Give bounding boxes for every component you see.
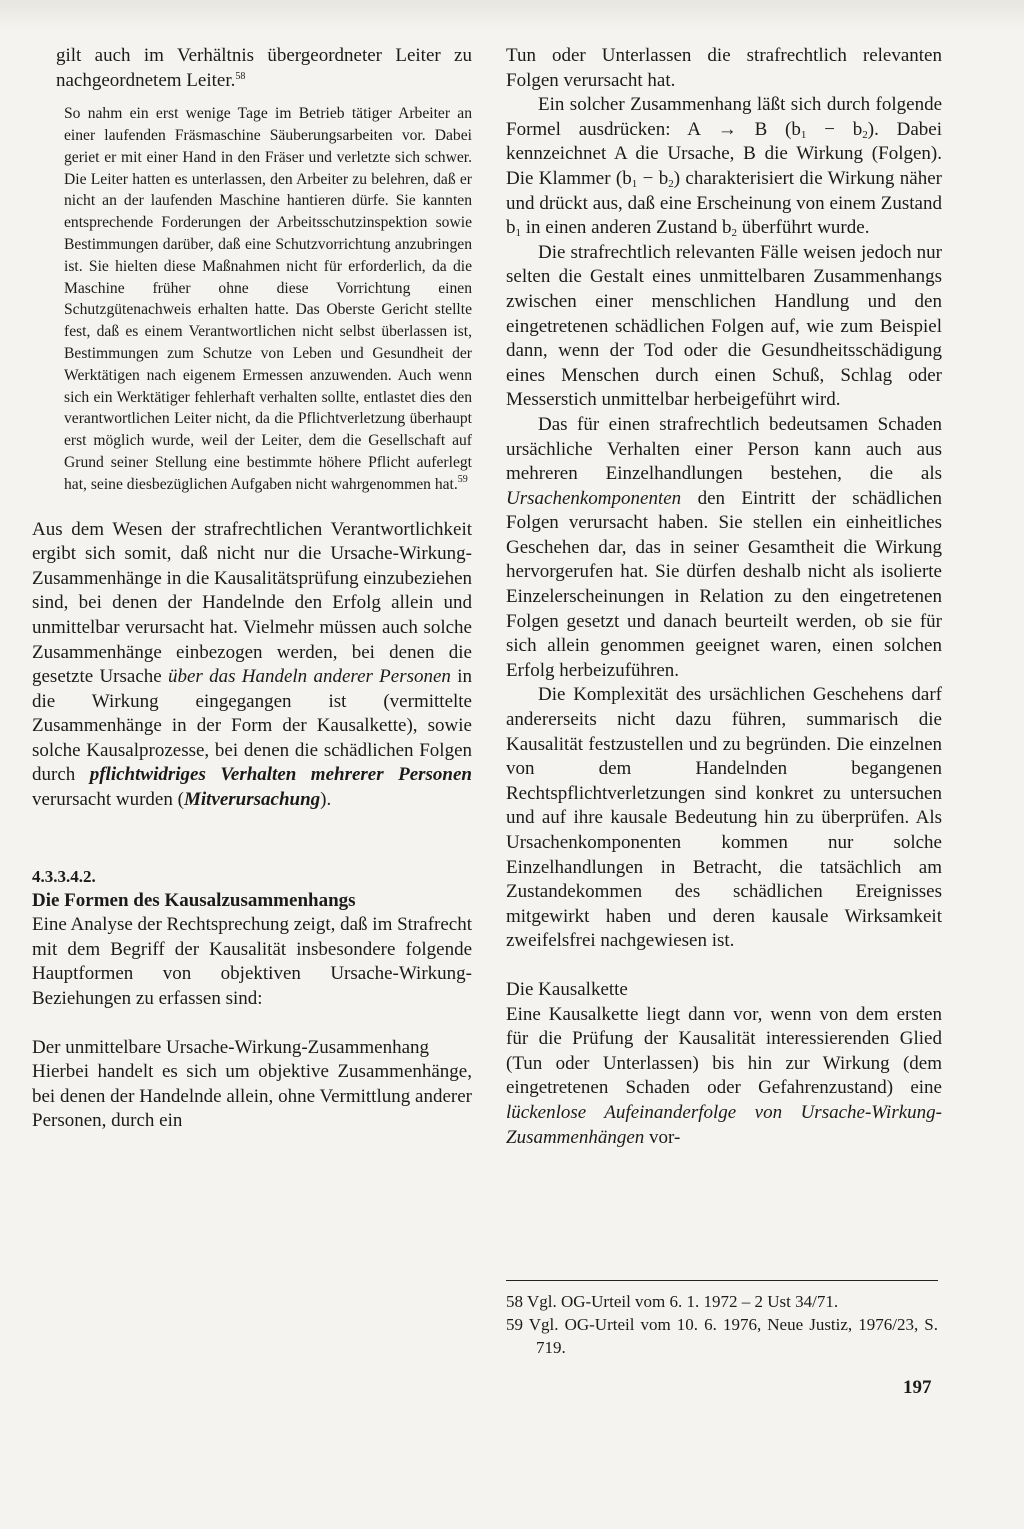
subscript: 2 — [731, 227, 738, 240]
footnote-ref-58[interactable]: 58 — [235, 70, 246, 82]
text-run: ). — [320, 789, 332, 811]
footnotes — [506, 1290, 938, 1359]
case-example-body: So nahm ein erst wenige Tage im Betrieb tätiger Arbeiter an einer laufenden Fräsmaschine Säuberungsarbeiten vor. Dabei geriet er mit einer Hand in den Fräser und verletzte sich schwer. Die Leiter hatten es unterlassen, den Arbeiter zu belehren, daß er nicht an der laufenden Maschine hantieren dürfe. Sie kannten entsprechende Forderungen der Arbeitsschutzinspektion sowie Bestimmungen darüber, daß eine Schutzvorrichtung anzubringen ist. Sie hielten diese Maßnahmen nicht für erforderlich, da die Maschine früher ohne diese Vorrichtung einen Schutzgütenachweis erhalten hatte. Das Oberste Gericht stellte fest, daß es einem Verantwortlichen nicht selbst überlassen ist, Bestimmungen zum Schutze von Leben und Gesundheit der Werktätigen nach eigenem Ermessen anzuwenden. Auch wenn sich ein Werktätiger fehlerhaft verhalten sollte, entlastet dies den verantwortlichen Leiter nicht, da die Pflichtverletzung überhaupt erst möglich wurde, weil der Leiter, dem die Gesellschaft auf Grund seiner Stellung eine bestimmte höhere Pflicht auferlegt hat, seine diesbezüglichen Aufgaben nicht wahrgenommen hat. — [64, 105, 472, 493]
text-run: − b — [637, 167, 669, 189]
paragraph-direct-relation: Hierbei handelt es sich um objektive Zusammenhänge, bei denen der Handelnde allein, ohne Vermittlung anderer Personen, durch ein — [32, 1061, 472, 1132]
subscript: 2 — [668, 177, 674, 190]
subscript: 1 — [800, 128, 807, 141]
text-run: Aus dem Wesen der strafrechtlichen Verantwortlichkeit ergibt sich somit, daß nicht nur die Ursache-Wirkung-Zusammenhänge in die Kausalitätsprüfung einzubeziehen sind, bei denen der Handelnde den Erfolg allein und unmittelbar verursacht hat. Vielmehr müssen auch solche Zusammenhänge einbezogen werden, bei denen die gesetzte Ursache — [32, 518, 473, 688]
section-intro: Eine Analyse der Rechtsprechung zeigt, daß im Strafrecht mit dem Begriff der Kausalität insbesondere folgende Hauptformen von objektiven Ursache-Wirkung-Beziehungen zu erfassen sind: — [32, 914, 473, 1010]
text-run: in die Wirkung eingegangen ist (vermittelte Zusammenhänge in der Form der Kausalkette), sowie solche Kausalprozesse, bei denen die schädlichen Folgen durch — [32, 666, 472, 786]
subscript: 1 — [631, 177, 638, 190]
emphasis-text: über das Handeln anderer Personen — [167, 666, 451, 688]
page-number: 197 — [903, 1377, 932, 1398]
section-title: Die Formen des Kausalzusammenhangs — [32, 889, 356, 911]
text-run: verursacht wurden ( — [32, 789, 184, 811]
text-run: Ein solcher Zusammenhang läßt sich durch folgende Formel ausdrücken: A → B (b — [506, 94, 942, 140]
text-run: Eine Kausalkette liegt dann vor, wenn von dem ersten für die Prüfung der Kausalität interessierenden Glied (Tun oder Unterlassen) bis hin zur Wirkung (dem eingetretenen Schaden oder Gefahrenzustand) eine — [506, 1003, 942, 1099]
paragraph-causal-chain — [506, 1003, 942, 1151]
paragraph-relevant-cases: Die strafrechtlich relevanten Fälle weisen jedoch nur selten die Gestalt eines unmittelbaren Zusammenhangs zwischen einer menschlichen Handlung und den eingetretenen schädlichen Folgen auf, wie zum Beispiel dann, wenn der Tod oder die Gesundheitsschädigung eines Menschen durch einen Schuß, Schlag oder Messerstich unmittelbar herbeigeführt wird. — [506, 241, 942, 411]
left-column — [32, 44, 472, 1134]
paragraph-continuation-text: gilt auch im Verhältnis übergeordneter Leiter zu nachgeordnetem Leiter. — [56, 45, 472, 91]
text-run: ) charakterisiert die Wirkung näher und drückt aus, daß eine Erscheinung von einem Zustand b — [506, 167, 942, 239]
text-run: ). Dabei kennzeichnet A die Ursache, B die Wirkung (Folgen). Die Klammer (b — [506, 118, 943, 189]
text-run: in einen anderen Zustand b — [521, 217, 732, 239]
paragraph-formula — [506, 93, 942, 241]
emphasis-text: lückenlose Aufeinanderfolge von Ursache-Wirkung-Zusammenhängen — [506, 1101, 942, 1148]
paragraph-complexity: Die Komplexität des ursächlichen Geschehens darf andererseits nicht dazu führen, summarisch die Kausalität festzustellen und zu begründen. Die einzelnen von dem Handelnden begangenen Rechtspflichtverletzungen sind konkret zu untersuchen und auf ihre kausale Bedeutung hin zu überprüfen. Als Ursachenkomponenten kommen nur solche Einzelhandlungen in Betracht, die tatsächlich am Zustandekommen des schädlichen Ereignisses mitgewirkt haben und deren kausale Wirksamkeit zweifelsfrei nachgewiesen ist. — [506, 684, 942, 952]
text-run: den Eintritt der schädlichen Folgen verursacht haben. Sie stellen ein einheitliches Geschehen dar, das in seiner Gesamtheit die Wirkung hervorgerufen hat. Sie dürfen deshalb nicht als isolierte Einzelerscheinungen in Relation zu den eingetretenen Folgen gesetzt und danach beurteilt werden, ob sie für sich allein genommen geeignet waren, einen solchen Erfolg herbeizuführen. — [506, 487, 942, 681]
section-number: 4.3.3.4.2. — [32, 866, 96, 886]
footnote-ref-59[interactable]: 59 — [457, 473, 468, 485]
case-example-text — [64, 103, 472, 495]
paragraph-continuation — [56, 44, 472, 93]
footnote-59: 59 Vgl. OG-Urteil vom 10. 6. 1976, Neue Justiz, 1976/23, S. 719. — [506, 1315, 938, 1357]
text-run: − b — [806, 118, 863, 140]
subheading-direct-relation: Der unmittelbare Ursache-Wirkung-Zusammenhang — [32, 1036, 430, 1058]
emphasis-text: Ursachenkomponenten — [506, 487, 682, 509]
case-example-block — [64, 103, 472, 495]
paragraph-cause-components — [506, 413, 942, 684]
subscript: 1 — [515, 227, 521, 240]
text-run: überführt wurde. — [737, 217, 870, 239]
paragraph-causality-scope — [32, 518, 472, 813]
emphasis-text: pflichtwidriges Verhalten mehrerer Personen — [89, 764, 472, 786]
scan-edge — [0, 0, 1024, 30]
subheading-causal-chain: Die Kausalkette — [506, 978, 628, 1000]
subscript: 2 — [862, 128, 868, 141]
footnote-58: 58 Vgl. OG-Urteil vom 6. 1. 1972 – 2 Ust 34/71. — [506, 1292, 839, 1311]
footnote-divider — [506, 1280, 938, 1281]
text-run: vor- — [644, 1126, 681, 1148]
text-run: Das für einen strafrechtlich bedeutsamen Schaden ursächliche Verhalten einer Person kann auch aus mehreren Einzelhandlungen bestehen, die als — [506, 413, 942, 485]
emphasis-text: Mitverursachung — [183, 789, 321, 811]
paragraph-continuation-right: Tun oder Unterlassen die strafrechtlich relevanten Folgen verursacht hat. — [506, 45, 942, 91]
right-column — [506, 44, 942, 1150]
